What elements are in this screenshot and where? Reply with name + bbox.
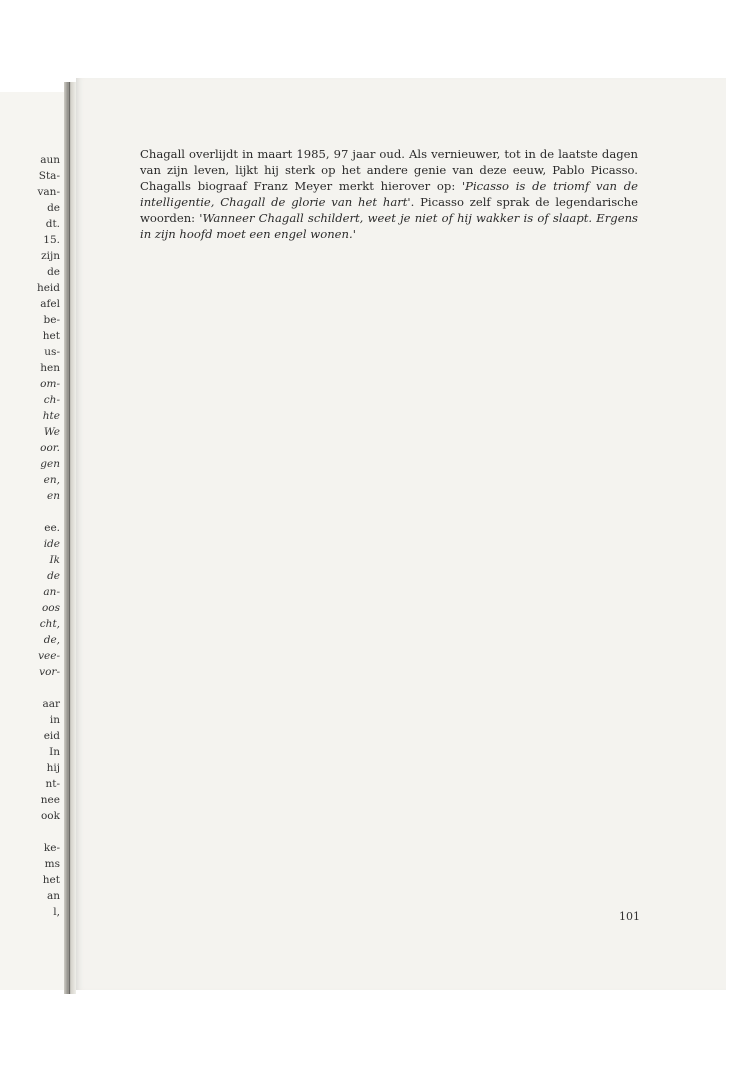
left-page-line-fragment: an- [43,586,60,598]
left-page-line-fragment: en, [43,474,60,486]
left-page-line-fragment: de [47,202,60,214]
left-page-line-fragment: ook [40,810,60,822]
paragraph-text-1: Chagall overlijdt in maart 1985, 97 jaar oud. Als vernieuwer, tot in de laatste dagen van zijn leven, lijkt hij sterk op het andere genie van deze eeuw, Pablo Picasso. Chagalls biograaf Franz Meyer merkt hierover op: [140,147,638,193]
left-page-line-fragment: zijn [41,250,60,262]
gutter-fold-line [69,82,70,994]
body-paragraph [140,146,638,242]
left-page-line-fragment: gen [40,458,60,470]
left-page-line-fragment: l, [53,906,60,918]
left-page-line-fragment: nt- [45,778,60,790]
left-page-line-fragment: om- [40,378,60,390]
book-gutter [64,82,76,994]
left-page-line-fragment: an [46,890,60,902]
left-page-line-fragment: hij [46,762,60,774]
left-page-line-fragment: cht, [39,618,60,630]
left-page-line-fragment: eid [43,730,60,742]
left-page-line-fragment: de, [43,634,60,646]
left-page-line-fragment: ee. [44,522,60,534]
page-number: 101 [619,910,640,923]
left-page-line-fragment: en [47,490,60,502]
picasso-quote: 'Wanneer Chagall schildert, weet je niet of hij wakker is of slaapt. Ergens in zijn hoofd moet een engel wonen.' [140,211,638,241]
left-page-line-fragment: aar [42,698,60,710]
left-page-line-fragment: hte [42,410,60,422]
left-page-line-fragment: In [49,746,60,758]
left-page-line-fragment: vee- [38,650,60,662]
left-page-line-fragment: nee [40,794,60,806]
left-page-line-fragment: 15. [43,234,60,246]
left-page-line-fragment: van- [37,186,60,198]
left-page-line-fragment: hen [40,362,60,374]
right-page [76,78,726,990]
left-page-line-fragment: het [42,874,60,886]
left-page-line-fragment: vor- [39,666,60,678]
left-page-line-fragment: de [47,266,60,278]
left-page-line-fragment: aun [40,154,60,166]
left-page-line-fragment: oor. [40,442,60,454]
picasso-meyer-quote: 'Picasso is de triomf van de intelligentie, Chagall de glorie van het hart' [140,179,638,209]
left-page-edge [0,92,66,990]
left-page-line-fragment: heid [36,282,60,294]
left-page-line-fragment: us- [44,346,60,358]
left-page-line-fragment: ide [43,538,60,550]
left-page-line-fragment: in [49,714,60,726]
left-page-line-fragment: de [47,570,60,582]
left-page-line-fragment: Sta- [38,170,60,182]
left-page-line-fragment: ms [44,858,60,870]
paragraph-text-2: . Picasso zelf sprak de legendarische woorden: [140,195,639,225]
left-page-line-fragment: be- [43,314,60,326]
left-page-line-fragment: het [42,330,60,342]
left-page-line-fragment: ke- [43,842,60,854]
left-page-line-fragment: oos [41,602,60,614]
left-page-line-fragment: Ik [49,554,60,566]
left-page-line-fragment: ch- [43,394,60,406]
left-page-line-fragment: dt. [45,218,60,230]
left-page-line-fragment: We [43,426,60,438]
left-page-line-fragment: afel [40,298,60,310]
